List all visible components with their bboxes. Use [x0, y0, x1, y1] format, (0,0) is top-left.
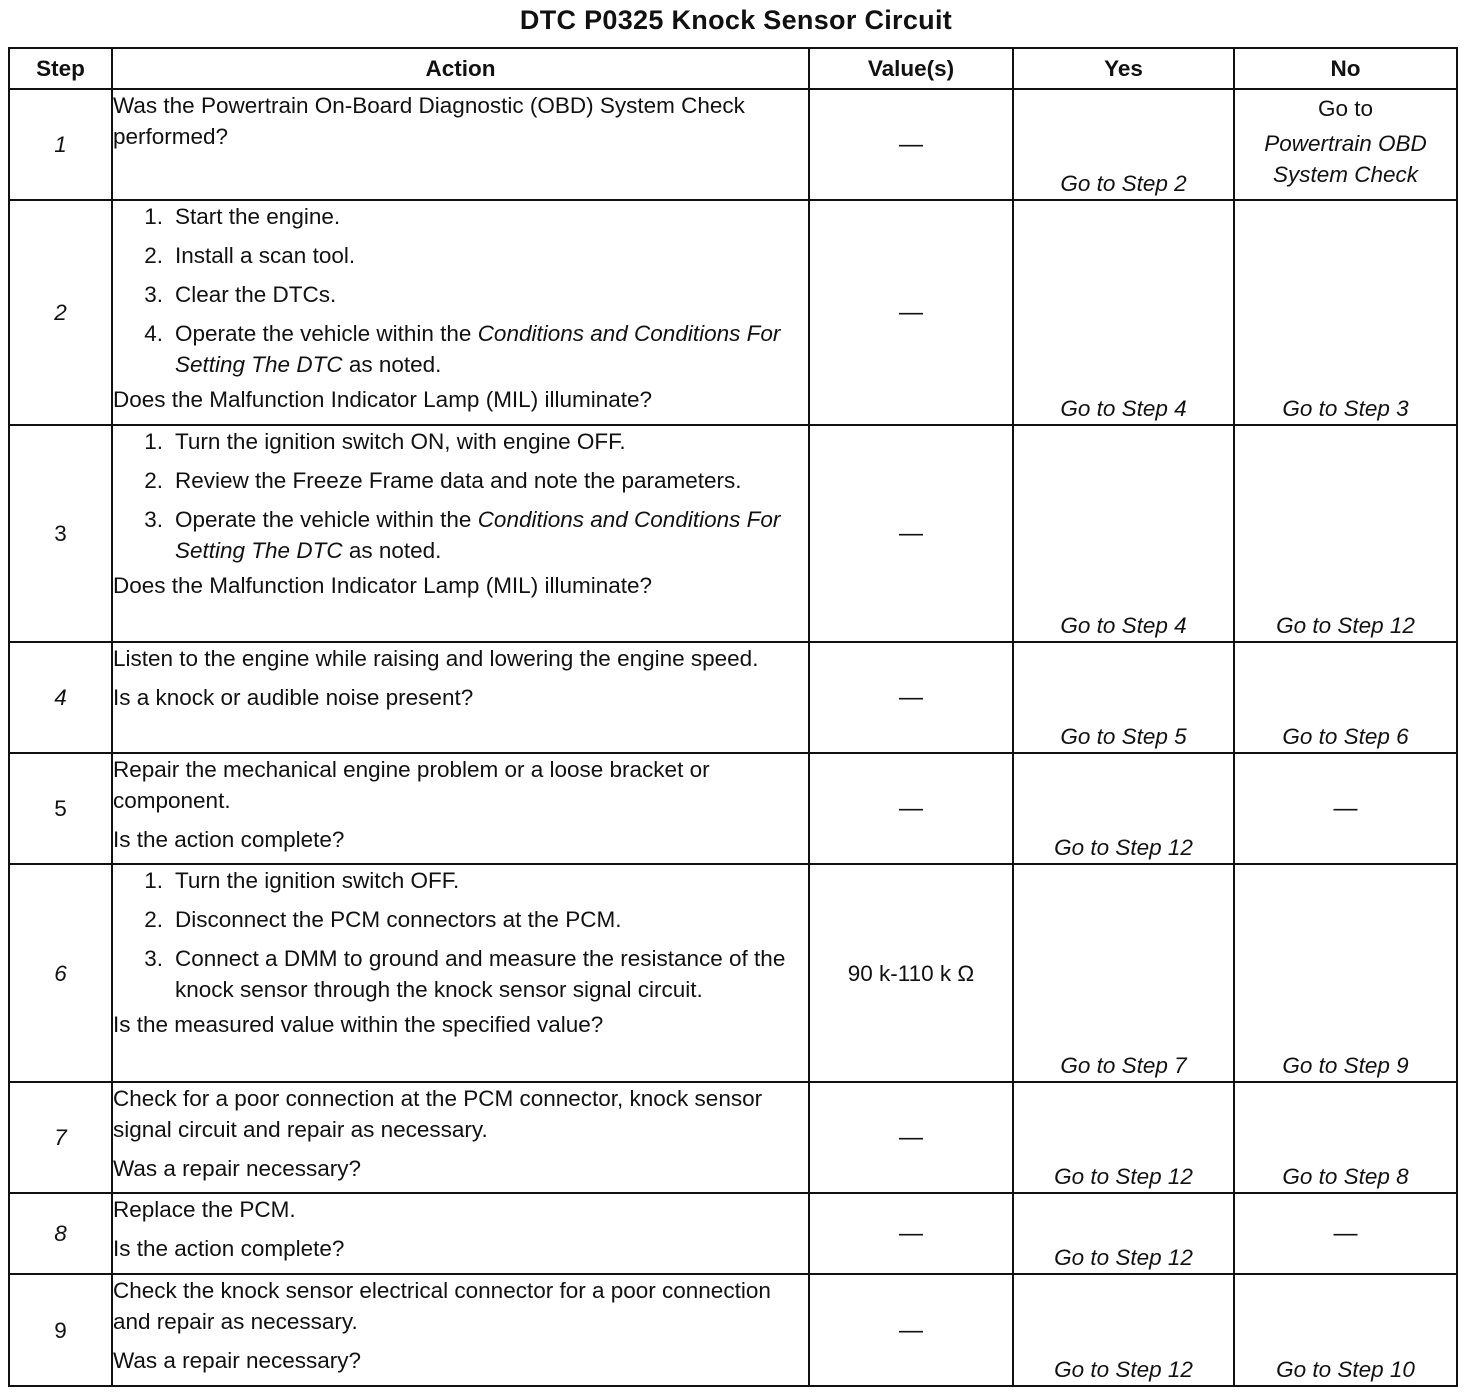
- value-text: —: [899, 1316, 923, 1344]
- value-text: —: [899, 520, 923, 547]
- table-row: [9, 1082, 1457, 1193]
- substep-text: Review the Freeze Frame data and note the parameters.: [175, 468, 742, 493]
- value-text: —: [899, 1220, 923, 1247]
- action-cell: [112, 1274, 809, 1386]
- substep-text: Disconnect the PCM connectors at the PCM.: [175, 907, 622, 932]
- action-question: Does the Malfunction Indicator Lamp (MIL) illuminate?: [113, 387, 653, 412]
- substep-number: 3.: [144, 282, 163, 307]
- substep-text: Operate the vehicle within the Conditions and Conditions For Setting The DTC as noted.: [175, 507, 781, 563]
- value-text: —: [899, 131, 923, 158]
- substep-number: 1.: [144, 868, 163, 893]
- header-step: Step: [9, 48, 112, 89]
- action-text: Was the Powertrain On-Board Diagnostic (OBD) System Check performed?: [113, 93, 745, 149]
- substep-text: Turn the ignition switch ON, with engine OFF.: [175, 429, 626, 454]
- action-cell: [112, 753, 809, 864]
- action-text: Repair the mechanical engine problem or a loose bracket or component.: [113, 757, 710, 813]
- action-question: Is the action complete?: [113, 827, 345, 852]
- action-question: Was a repair necessary?: [113, 1348, 362, 1373]
- yes-cell: Go to Step 4: [1013, 425, 1234, 642]
- action-text: Check for a poor connection at the PCM connector, knock sensor signal circuit and repair as necessary.: [113, 1086, 763, 1142]
- action-cell: [112, 1082, 809, 1193]
- step-number: 7: [9, 1082, 112, 1193]
- step-number: 4: [9, 642, 112, 753]
- value-text: —: [899, 684, 923, 711]
- list-item: [113, 504, 808, 566]
- no-cell: Go to Step 3: [1234, 200, 1457, 425]
- yes-cell: Go to Step 12: [1013, 1274, 1234, 1386]
- yes-cell: Go to Step 5: [1013, 642, 1234, 753]
- value-cell: [809, 200, 1013, 425]
- diagnostic-table: [8, 47, 1458, 1387]
- step-number: 6: [9, 864, 112, 1082]
- substep-list: [113, 201, 808, 380]
- action-cell: [112, 642, 809, 753]
- header-values: Value(s): [809, 48, 1013, 89]
- step-number: 3: [9, 425, 112, 642]
- list-item: [113, 904, 808, 935]
- no-cell: [1234, 89, 1457, 200]
- substep-number: 4.: [144, 321, 163, 346]
- substep-number: 2.: [144, 907, 163, 932]
- value-cell: [809, 1193, 1013, 1274]
- list-item: [113, 426, 808, 457]
- substep-text: Operate the vehicle within the Conditions and Conditions For Setting The DTC as noted.: [175, 321, 781, 377]
- header-yes: Yes: [1013, 48, 1234, 89]
- yes-cell: Go to Step 2: [1013, 89, 1234, 200]
- substep-number: 3.: [144, 946, 163, 971]
- table-header-row: [9, 48, 1457, 89]
- action-cell: [112, 425, 809, 642]
- action-cell: [112, 200, 809, 425]
- yes-cell: Go to Step 4: [1013, 200, 1234, 425]
- action-question: Is the action complete?: [113, 1236, 345, 1261]
- value-text: —: [899, 299, 923, 326]
- step-number: 1: [9, 89, 112, 200]
- value-text: 90 k-110 k Ω: [847, 960, 975, 986]
- list-item: [113, 943, 808, 1005]
- value-cell: [809, 425, 1013, 642]
- substep-number: 1.: [144, 204, 163, 229]
- list-item: [113, 201, 808, 232]
- no-goto-target: Powertrain OBD System Check: [1264, 131, 1427, 187]
- action-question: Is a knock or audible noise present?: [113, 685, 474, 710]
- action-text: Check the knock sensor electrical connector for a poor connection and repair as necessary.: [113, 1278, 771, 1334]
- action-question: Does the Malfunction Indicator Lamp (MIL) illuminate?: [113, 573, 653, 598]
- action-question: Is the measured value within the specified value?: [113, 1012, 604, 1037]
- substep-list: [113, 426, 808, 566]
- yes-cell: Go to Step 7: [1013, 864, 1234, 1082]
- list-item: [113, 279, 808, 310]
- substep-text: Install a scan tool.: [175, 243, 356, 268]
- substep-text: Connect a DMM to ground and measure the resistance of the knock sensor through the knock sensor signal circuit.: [175, 946, 786, 1002]
- table-row: [9, 200, 1457, 425]
- yes-cell: Go to Step 12: [1013, 1082, 1234, 1193]
- action-cell: [112, 89, 809, 200]
- no-cell: Go to Step 9: [1234, 864, 1457, 1082]
- substep-number: 2.: [144, 243, 163, 268]
- value-cell: [809, 642, 1013, 753]
- action-question: Was a repair necessary?: [113, 1156, 362, 1181]
- no-text: —: [1333, 795, 1358, 822]
- table-row: [9, 864, 1457, 1082]
- value-text: —: [899, 1124, 923, 1151]
- no-cell: [1234, 1193, 1457, 1274]
- list-item: [113, 465, 808, 496]
- value-cell: [809, 89, 1013, 200]
- substep-number: 2.: [144, 468, 163, 493]
- header-action: Action: [112, 48, 809, 89]
- value-cell: [809, 753, 1013, 864]
- yes-cell: Go to Step 12: [1013, 1193, 1234, 1274]
- no-goto-label: Go to: [1317, 96, 1374, 121]
- no-cell: [1234, 753, 1457, 864]
- substep-list: [113, 865, 808, 1005]
- table-row: [9, 1274, 1457, 1386]
- table-row: [9, 753, 1457, 864]
- table-row: [9, 642, 1457, 753]
- no-cell: Go to Step 12: [1234, 425, 1457, 642]
- list-item: [113, 318, 808, 380]
- substep-number: 3.: [144, 507, 163, 532]
- no-text: —: [1333, 1220, 1358, 1247]
- list-item: [113, 865, 808, 896]
- yes-cell: Go to Step 12: [1013, 753, 1234, 864]
- value-cell: [809, 1274, 1013, 1386]
- action-text: Replace the PCM.: [113, 1197, 296, 1222]
- step-number: 8: [9, 1193, 112, 1274]
- step-number: 9: [9, 1274, 112, 1386]
- value-cell: [809, 864, 1013, 1082]
- substep-text: Turn the ignition switch OFF.: [175, 868, 460, 893]
- step-number: 5: [9, 753, 112, 864]
- action-cell: [112, 1193, 809, 1274]
- table-row: [9, 89, 1457, 200]
- action-cell: [112, 864, 809, 1082]
- no-cell: Go to Step 10: [1234, 1274, 1457, 1386]
- no-cell: Go to Step 8: [1234, 1082, 1457, 1193]
- value-cell: [809, 1082, 1013, 1193]
- no-cell: Go to Step 6: [1234, 642, 1457, 753]
- list-item: [113, 240, 808, 271]
- page-title: DTC P0325 Knock Sensor Circuit: [519, 5, 953, 35]
- substep-text: Start the engine.: [175, 204, 341, 229]
- value-text: —: [899, 795, 923, 822]
- substep-number: 1.: [144, 429, 163, 454]
- header-no: No: [1234, 48, 1457, 89]
- action-text: Listen to the engine while raising and lowering the engine speed.: [113, 646, 759, 671]
- step-number: 2: [9, 200, 112, 425]
- table-row: [9, 1193, 1457, 1274]
- table-row: [9, 425, 1457, 642]
- substep-text: Clear the DTCs.: [175, 282, 337, 307]
